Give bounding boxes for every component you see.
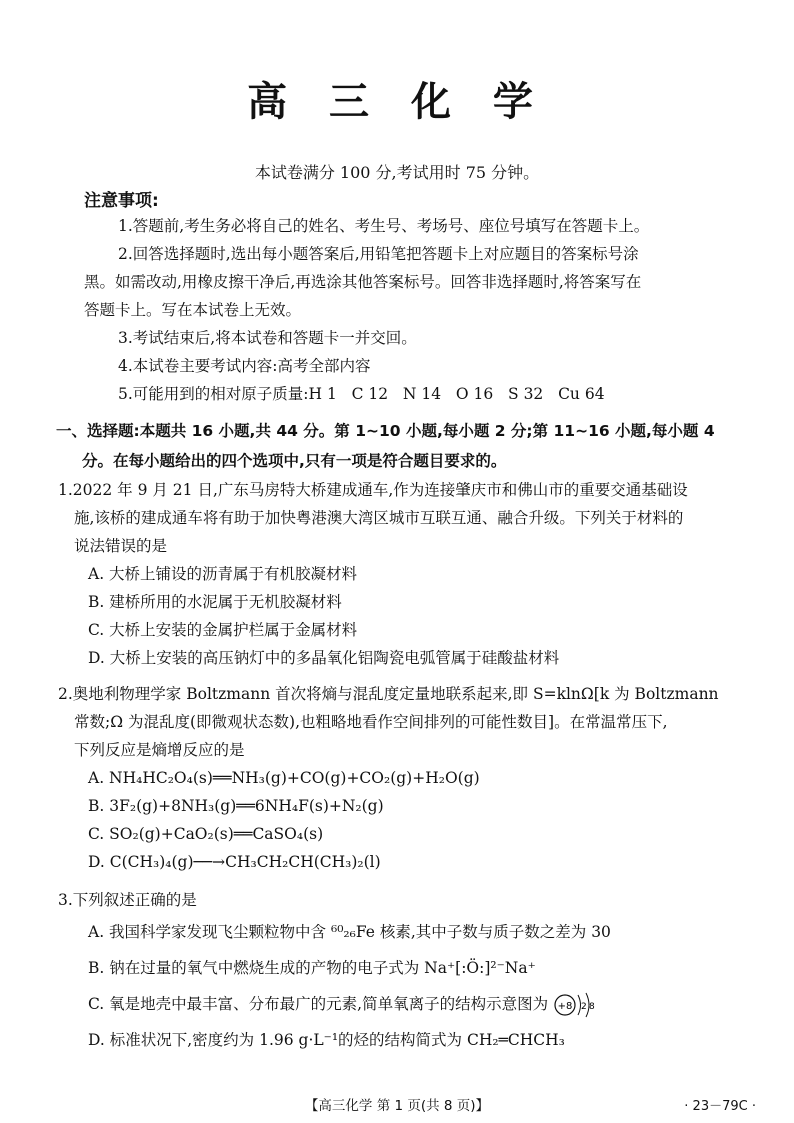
q1-option-d: D. 大桥上安装的高压钠灯中的多晶氧化铝陶瓷电弧管属于硅酸盐材料	[88, 649, 560, 667]
nucleus-charge: +8	[557, 1001, 573, 1012]
shell-2-electrons: 8	[589, 1002, 595, 1012]
notice-line-3: 3.考试结束后,将本试卷和答题卡一并交回。	[118, 329, 417, 347]
notice-block	[84, 212, 724, 408]
q1-option-c: C. 大桥上安装的金属护栏属于金属材料	[88, 621, 358, 639]
section-line-2: 分。在每小题给出的四个选项中,只有一项是符合题目要求的。	[82, 452, 507, 470]
paper-title: 高 三 化 学	[247, 79, 547, 125]
q3-option-c-text: C. 氧是地壳中最丰富、分布最广的元素,简单氧离子的结构示意图为	[88, 995, 549, 1013]
q1-stem-line-2: 施,该桥的建成通车将有助于加快粤港澳大湾区城市互联互通、融合升级。下列关于材料的	[74, 509, 684, 527]
q2-option-b: B. 3F₂(g)+8NH₃(g)══6NH₄F(s)+N₂(g)	[88, 797, 384, 815]
q3-option-c	[58, 986, 758, 1022]
page-footer: 【高三化学 第 1 页(共 8 页)】	[304, 1098, 490, 1114]
notice-line-5: 5.可能用到的相对原子质量:H 1 C 12 N 14 O 16 S 32 Cu 64	[118, 385, 605, 403]
q2-option-d: D. C(CH₃)₄(g)──→CH₃CH₂CH(CH₃)₂(l)	[88, 853, 381, 871]
q3-option-d: D. 标准状况下,密度约为 1.96 g·L⁻¹的烃的结构简式为 CH₂═CHCH₃	[88, 1031, 565, 1049]
q2-stem-line-2: 常数;Ω 为混乱度(即微观状态数),也粗略地看作空间排列的可能性数目]。在常温常压下,	[74, 713, 668, 731]
notice-line-2c: 答题卡上。写在本试卷上无效。	[84, 301, 302, 319]
notice-line-2b: 黑。如需改动,用橡皮擦干净后,再选涂其他答案标号。回答非选择题时,将答案写在	[84, 273, 642, 291]
q3-option-b: B. 钠在过量的氧气中燃烧生成的产物的电子式为 Na⁺[:Ö:]²⁻Na⁺	[88, 959, 536, 977]
q2-option-a: A. NH₄HC₂O₄(s)══NH₃(g)+CO(g)+CO₂(g)+H₂O(g)	[88, 769, 480, 787]
q3-option-a: A. 我国科学家发现飞尘颗粒物中含 ⁶⁰₂₆Fe 核素,其中子数与质子数之差为 30	[88, 923, 611, 941]
notice-line-2a: 2.回答选择题时,选出每小题答案后,用铅笔把答题卡上对应题目的答案标号涂	[118, 245, 639, 263]
oxygen-ion-structure-diagram	[553, 989, 595, 1021]
notice-heading: 注意事项:	[84, 191, 159, 211]
shell-1-electrons: 2	[581, 1002, 587, 1012]
q3-stem: 3.下列叙述正确的是	[58, 891, 197, 909]
question-1	[58, 476, 758, 672]
section-line-1: 一、选择题:本题共 16 小题,共 44 分。第 1~10 小题,每小题 2 分;第 11~16 小题,每小题 4	[56, 422, 715, 440]
notice-line-1: 1.答题前,考生务必将自己的姓名、考生号、考场号、座位号填写在答题卡上。	[118, 217, 650, 235]
q1-option-b: B. 建桥所用的水泥属于无机胶凝材料	[88, 593, 342, 611]
notice-line-4: 4.本试卷主要考试内容:高考全部内容	[118, 357, 371, 375]
exam-info: 本试卷满分 100 分,考试用时 75 分钟。	[254, 163, 540, 182]
q2-option-c: C. SO₂(g)+CaO₂(s)══CaSO₄(s)	[88, 825, 324, 843]
q1-stem-line-3: 说法错误的是	[74, 537, 168, 555]
question-2	[58, 680, 758, 876]
q2-stem-line-3: 下列反应是熵增反应的是	[74, 741, 245, 759]
q2-stem-line-1: 2.奥地利物理学家 Boltzmann 首次将熵与混乱度定量地联系起来,即 S=klnΩ[k 为 Boltzmann	[58, 685, 719, 703]
section-instructions	[56, 416, 756, 476]
question-3	[58, 886, 758, 1058]
paper-code: · 23－79C ·	[684, 1099, 756, 1114]
q1-option-a: A. 大桥上铺设的沥青属于有机胶凝材料	[88, 565, 358, 583]
q1-stem-line-1: 1.2022 年 9 月 21 日,广东马房特大桥建成通车,作为连接肇庆市和佛山市的重要交通基础设	[58, 481, 688, 499]
